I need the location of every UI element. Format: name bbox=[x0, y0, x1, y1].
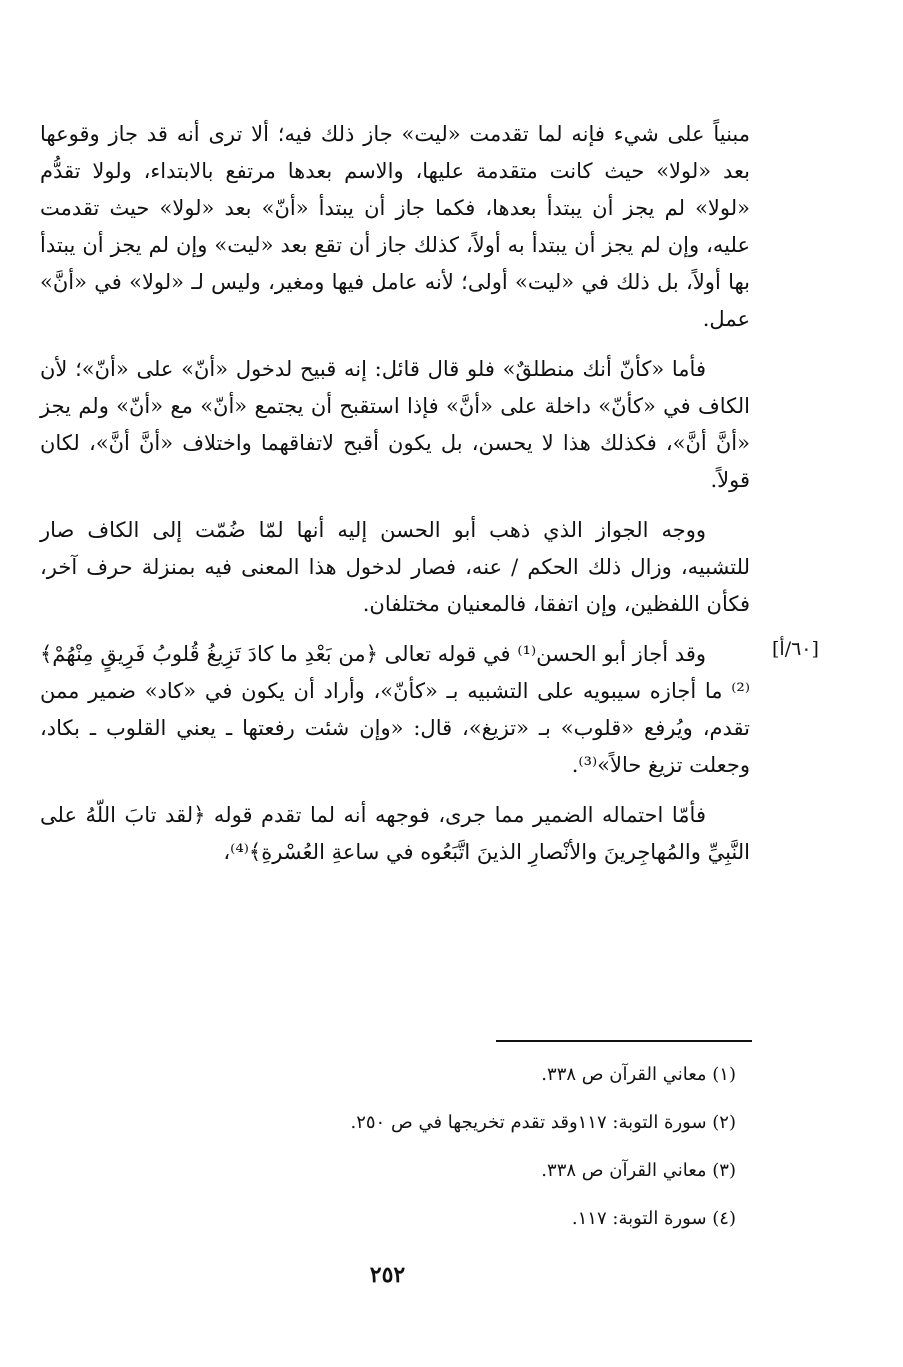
main-text bbox=[40, 116, 750, 884]
footnote-separator bbox=[496, 1040, 752, 1042]
page-number: ٢٥٢ bbox=[369, 1262, 406, 1288]
paragraph-3: ووجه الجواز الذي ذهب أبو الحسن إليه أنها لمّا ضُمّت إلى الكاف صار للتشبيه، وزال ذلك الحكم / عنه، فصار لدخول هذا المعنى فيه بمنزلة حرف آخر، فكأن اللفظين، وإن اتفقا، فالمعنيان مختلفان. bbox=[40, 518, 750, 616]
paragraph-2: فأما «كأنّ أنك منطلقٌ» فلو قال قائل: إنه قبيح لدخول «أنّ» على «أنّ»؛ لأن الكاف في «كأنّ» داخلة على «أنَّ» فإذا استقبح أن يجتمع «أنّ» مع «أنّ» ولم يجز «أنَّ أنَّ»، فكذلك هذا لا يحسن، بل يكون أقبح لاتفاقهما واختلاف «أنَّ أنَّ»، لكان قولاً. bbox=[40, 357, 751, 492]
footnote-1: (١) معاني القرآن ص ٣٣٨. bbox=[541, 1064, 736, 1085]
footnotes bbox=[216, 1055, 736, 1247]
paragraph-4: وقد أجاز أبو الحسن⁽¹⁾ في قوله تعالى ﴿من بَعْدِ ما كادَ تَزِيغُ قُلوبُ فَرِيقٍ مِنْهُمْ﴾⁽²⁾ ما أجازه سيبويه على التشبيه بـ «كأنّ»، وأراد أن يكون في «كاد» ضمير ممن تقدم، ويُرفع «قلوب» بـ «تزيغ»، قال: «وإن شئت رفعتها ـ يعني القلوب ـ بكاد، وجعلت تزيغ حالاً»⁽³⁾. bbox=[40, 642, 750, 777]
paragraph-1: مبنياً على شيء فإنه لما تقدمت «ليت» جاز ذلك فيه؛ ألا ترى أنه قد جاز وقوعها بعد «لولا» حيث كانت متقدمة عليها، والاسم بعدها مرتفع بالابتداء، ولولا تقدُّم «لولا» لم يجز أن يبتدأ بعدها، فكما جاز أن يبتدأ «أنّ» بعد «لولا» حيث تقدمت عليه، وإن لم يجز أن يبتدأ به أولاً، كذلك جاز أن تقع بعد «ليت» وإن لم يجز أن يبتدأ بها أولاً، بل ذلك في «ليت» أولى؛ لأنه عامل فيها ومغير، وليس لـ «لولا» في «أنَّ» عمل. bbox=[40, 122, 750, 331]
footnote-3: (٣) معاني القرآن ص ٣٣٨. bbox=[541, 1160, 736, 1181]
footnote-4: (٤) سورة التوبة: ١١٧. bbox=[571, 1208, 736, 1229]
footnote-2: (٢) سورة التوبة: ١١٧وقد تقدم تخريجها في ص ٢٥٠. bbox=[350, 1112, 736, 1133]
manuscript-folio-marker: [٦٠/أ] bbox=[772, 638, 819, 660]
paragraph-5: فأمّا احتماله الضمير مما جرى، فوجهه أنه لما تقدم قوله ﴿لقد تابَ اللّهُ على النَّبِيِّ والمُهاجِرينَ والأنْصارِ الذينَ اتَّبَعُوه في ساعةِ العُسْرةِ﴾⁽⁴⁾، bbox=[40, 803, 750, 864]
